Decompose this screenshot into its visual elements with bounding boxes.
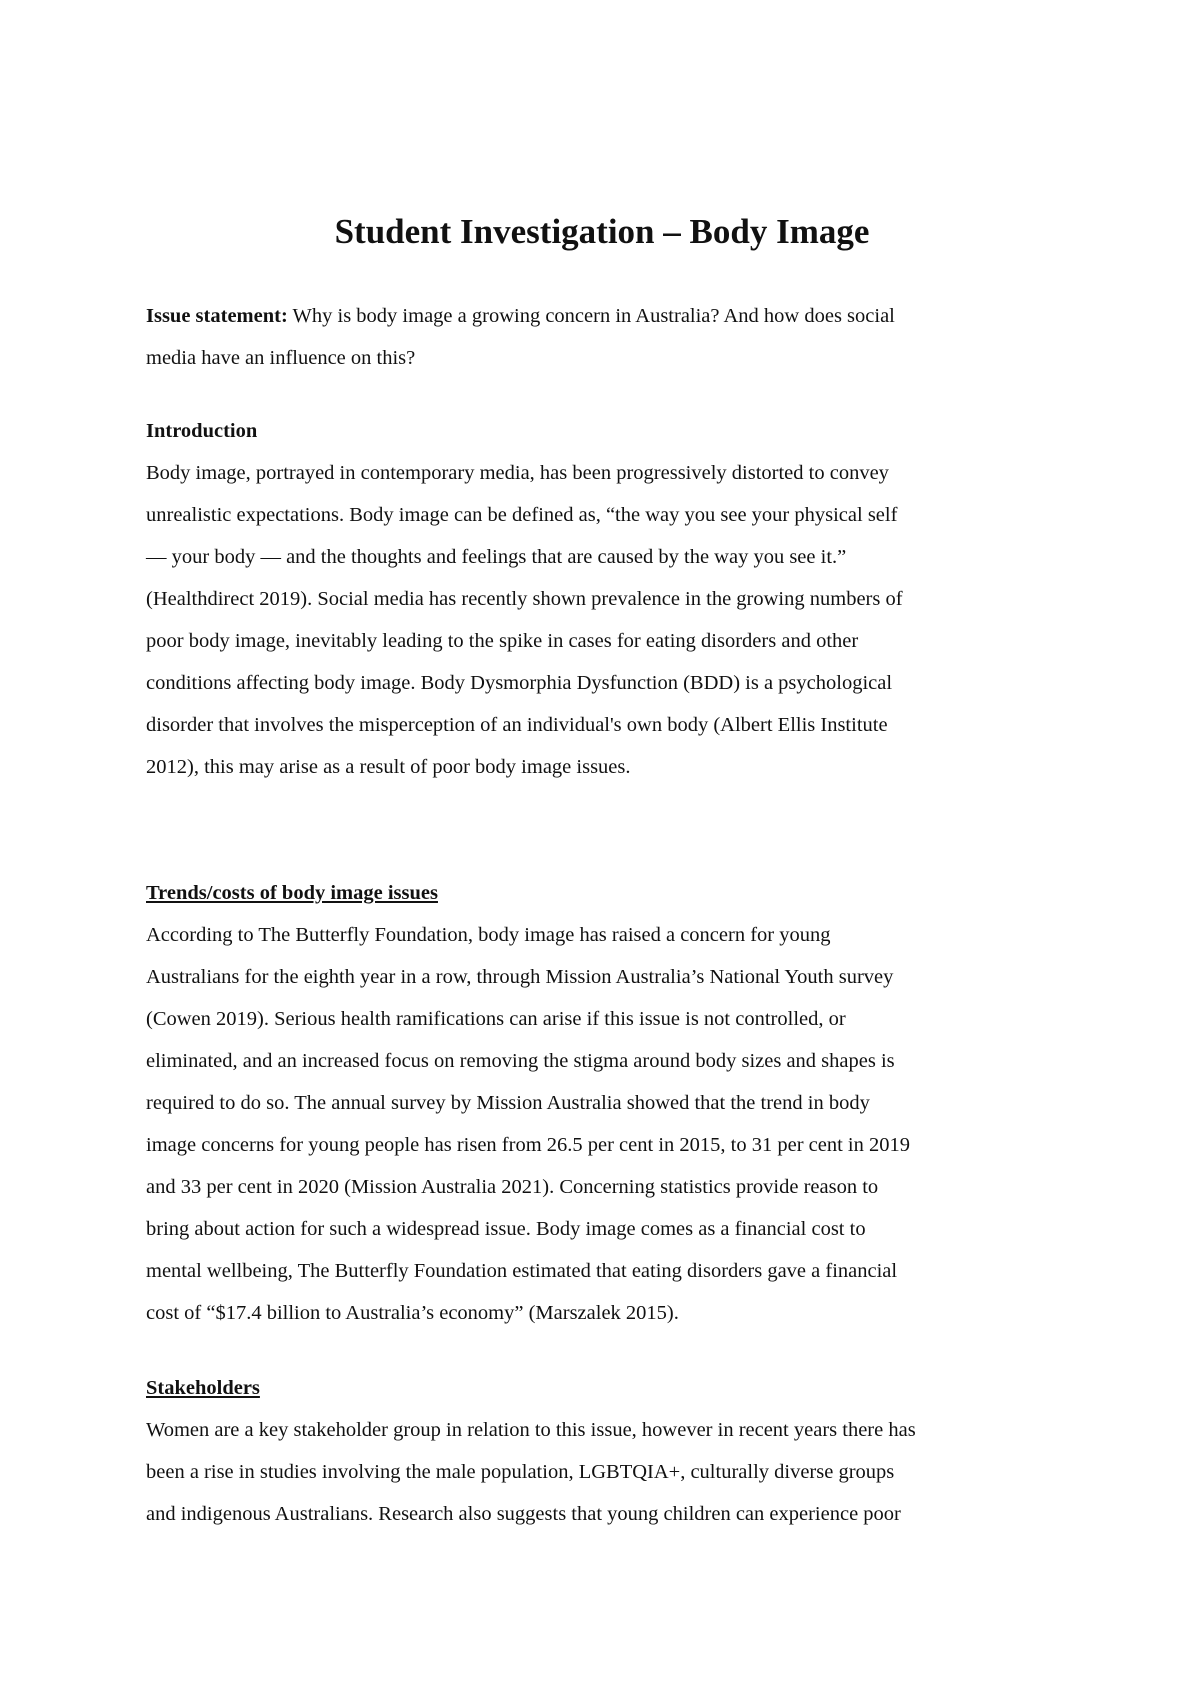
trends-line: mental wellbeing, The Butterfly Foundation estimated that eating disorders gave a financial [146,1260,898,1282]
trends-section [146,872,1058,1334]
trends-line: cost of “$17.4 billion to Australia’s economy” (Marszalek 2015). [146,1302,679,1324]
stakeholders-heading-line [146,1367,1058,1409]
introduction-line: conditions affecting body image. Body Dysmorphia Dysfunction (BDD) is a psychological [146,672,893,694]
introduction-line: disorder that involves the misperception of an individual's own body (Albert Ellis Institute [146,714,888,736]
introduction-line: Body image, portrayed in contemporary media, has been progressively distorted to convey [146,462,889,484]
introduction-heading: Introduction [146,420,258,442]
trends-line: According to The Butterfly Foundation, body image has raised a concern for young [146,924,831,946]
introduction-line: poor body image, inevitably leading to the spike in cases for eating disorders and other [146,630,859,652]
stakeholders-line: and indigenous Australians. Research also suggests that young children can experience poor [146,1503,901,1525]
introduction-line: — your body — and the thoughts and feelings that are caused by the way you see it.” [146,546,847,568]
introduction-section [146,410,1058,788]
trends-line: image concerns for young people has risen from 26.5 per cent in 2015, to 31 per cent in 2019 [146,1134,910,1156]
trends-line: and 33 per cent in 2020 (Mission Australia 2021). Concerning statistics provide reason to [146,1176,879,1198]
trends-line: Australians for the eighth year in a row, through Mission Australia’s National Youth survey [146,966,894,988]
stakeholders-section [146,1367,1058,1535]
issue-statement-text: Why is body image a growing concern in Australia? And how does social [287,305,895,327]
issue-statement-label: Issue statement: [146,305,288,327]
trends-line: eliminated, and an increased focus on removing the stigma around body sizes and shapes is [146,1050,895,1072]
issue-statement-line [146,295,1058,337]
document-title: Student Investigation – Body Image [334,212,870,251]
stakeholders-heading: Stakeholders [146,1377,260,1399]
introduction-line: (Healthdirect 2019). Social media has recently shown prevalence in the growing numbers of [146,588,903,610]
introduction-line: 2012), this may arise as a result of poor body image issues. [146,756,631,778]
trends-line: required to do so. The annual survey by Mission Australia showed that the trend in body [146,1092,870,1114]
stakeholders-line: been a rise in studies involving the male population, LGBTQIA+, culturally diverse groups [146,1461,895,1483]
issue-statement-line: media have an influence on this? [146,347,416,369]
trends-line: bring about action for such a widespread issue. Body image comes as a financial cost to [146,1218,866,1240]
stakeholders-line: Women are a key stakeholder group in relation to this issue, however in recent years there has [146,1419,916,1441]
issue-statement [146,295,1058,379]
trends-heading-line [146,872,1058,914]
trends-line: (Cowen 2019). Serious health ramifications can arise if this issue is not controlled, or [146,1008,846,1030]
introduction-line: unrealistic expectations. Body image can be defined as, “the way you see your physical self [146,504,898,526]
trends-heading: Trends/costs of body image issues [146,882,438,904]
